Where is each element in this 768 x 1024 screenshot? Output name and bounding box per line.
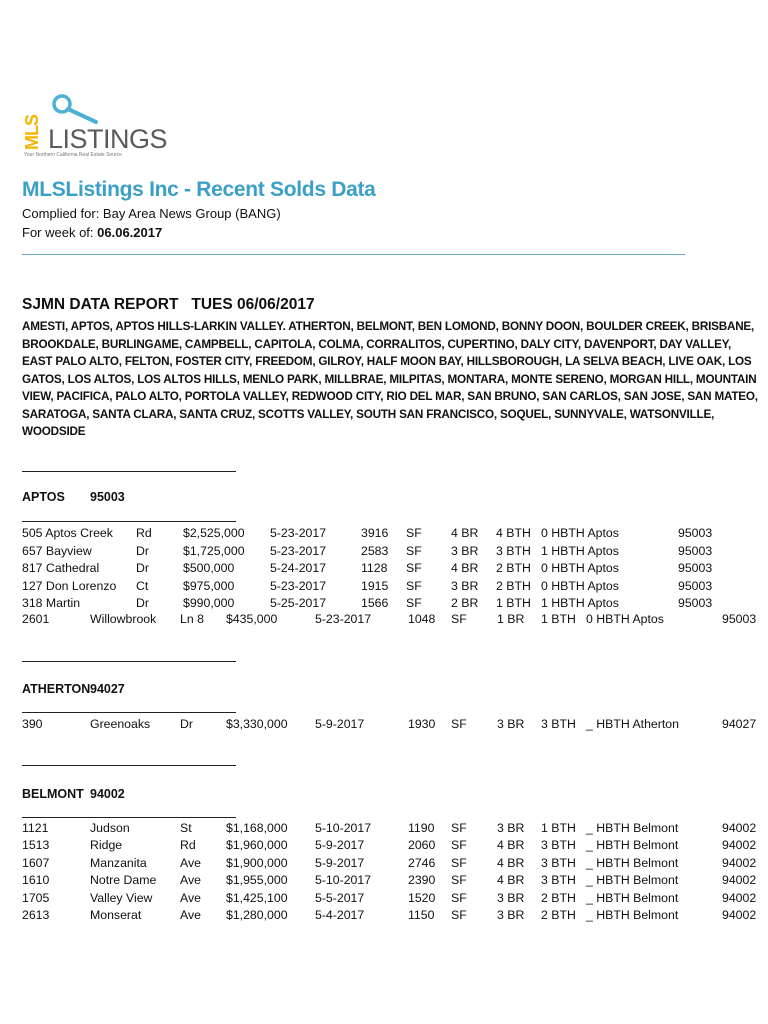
cell-sqft: 2060 bbox=[408, 838, 436, 853]
cell-sqft: 1048 bbox=[408, 612, 436, 626]
cell-street-number: 1513 bbox=[22, 838, 50, 853]
cell-half-baths-city: 0 HBTH Aptos bbox=[586, 612, 664, 626]
cell-half-baths-city: _ HBTH Belmont bbox=[586, 873, 679, 888]
cell-bedrooms: 3 BR bbox=[497, 821, 525, 835]
cell-bedrooms: 4 BR bbox=[451, 526, 479, 540]
cell-street-number: 1607 bbox=[22, 855, 50, 870]
cell-zip-code: 94027 bbox=[722, 717, 757, 731]
cell-bathrooms: 3 BTH bbox=[541, 873, 576, 888]
cell-price: $1,168,000 bbox=[226, 821, 288, 835]
section-divider bbox=[22, 521, 236, 522]
cell-property-type: SF bbox=[406, 578, 422, 593]
cell-street-name: Willowbrook bbox=[90, 612, 157, 626]
cell-street-number: 1705 bbox=[22, 890, 50, 905]
cell-street-type: Ave bbox=[180, 855, 201, 870]
cell-property-type: SF bbox=[451, 855, 467, 870]
cell-street-name: Ridge bbox=[90, 838, 123, 853]
section-divider bbox=[22, 661, 236, 662]
cell-zip-code: 95003 bbox=[678, 543, 713, 558]
cell-zip-code: 95003 bbox=[678, 561, 713, 576]
cell-bathrooms: 2 BTH bbox=[496, 578, 531, 593]
cell-bathrooms: 3 BTH bbox=[541, 717, 576, 731]
cell-street-number: 1610 bbox=[22, 873, 50, 888]
cell-sqft: 1520 bbox=[408, 890, 436, 905]
cell-bedrooms: 3 BR bbox=[497, 890, 525, 905]
cell-property-type: SF bbox=[451, 838, 467, 853]
cell-street-type: Dr bbox=[136, 561, 149, 576]
cell-zip-code: 94002 bbox=[722, 890, 757, 905]
cell-street-name: Manzanita bbox=[90, 855, 147, 870]
section-heading-atherton bbox=[22, 682, 125, 696]
cell-zip-code: 94002 bbox=[722, 873, 757, 888]
cell-half-baths-city: _ HBTH Belmont bbox=[586, 855, 679, 870]
cell-bedrooms: 3 BR bbox=[451, 543, 479, 558]
cell-half-baths-city: _ HBTH Belmont bbox=[586, 821, 679, 835]
cell-street-number: 1121 bbox=[22, 821, 49, 835]
cell-bedrooms: 4 BR bbox=[451, 561, 479, 576]
cell-street-number: 2601 bbox=[22, 612, 50, 626]
cell-price: $1,425,100 bbox=[226, 890, 288, 905]
cell-zip-code: 95003 bbox=[678, 578, 713, 593]
cell-sale-date: 5-9-2017 bbox=[315, 838, 365, 853]
cell-half-baths-city: 1 HBTH Aptos bbox=[541, 543, 619, 558]
cell-zip-code: 94002 bbox=[722, 838, 757, 853]
section-city: ATHERTON bbox=[22, 682, 91, 696]
cell-street-type: Dr bbox=[136, 596, 149, 611]
section-divider bbox=[22, 765, 236, 766]
cell-bedrooms: 3 BR bbox=[497, 908, 525, 922]
cell-street-type: Ln 8 bbox=[180, 612, 204, 626]
cell-bedrooms: 3 BR bbox=[451, 578, 479, 593]
week-label: For week of: bbox=[22, 225, 98, 240]
cell-property-type: SF bbox=[406, 526, 422, 540]
cell-price: $1,725,000 bbox=[183, 543, 245, 558]
cell-sqft: 1566 bbox=[361, 596, 389, 611]
cell-sale-date: 5-23-2017 bbox=[270, 543, 327, 558]
cell-bedrooms: 1 BR bbox=[497, 612, 525, 626]
table-row bbox=[0, 856, 768, 873]
cell-sqft: 1150 bbox=[408, 908, 435, 922]
cell-price: $1,960,000 bbox=[226, 838, 288, 853]
page-title: MLSListings Inc - Recent Solds Data bbox=[22, 178, 376, 201]
cell-sqft: 1190 bbox=[408, 821, 435, 835]
cell-price: $1,900,000 bbox=[226, 855, 288, 870]
cell-bathrooms: 2 BTH bbox=[541, 908, 576, 922]
cell-half-baths-city: 0 HBTH Aptos bbox=[541, 578, 619, 593]
cell-street-type: Ct bbox=[136, 578, 149, 593]
cell-zip-code: 94002 bbox=[722, 821, 757, 835]
section-zip: 94002 bbox=[90, 787, 125, 801]
magnifier-icon bbox=[50, 92, 106, 126]
cell-sqft: 2390 bbox=[408, 873, 436, 888]
cell-sale-date: 5-10-2017 bbox=[315, 821, 372, 835]
cell-street-type: Dr bbox=[136, 543, 149, 558]
cell-price: $500,000 bbox=[183, 561, 235, 576]
table-row bbox=[0, 821, 768, 838]
week-value: 06.06.2017 bbox=[97, 225, 163, 240]
cell-half-baths-city: _ HBTH Belmont bbox=[586, 838, 679, 853]
mlslistings-logo bbox=[22, 92, 168, 162]
section-divider bbox=[22, 817, 236, 818]
cell-street-name: Monserat bbox=[90, 908, 142, 922]
cell-bedrooms: 3 BR bbox=[497, 717, 525, 731]
cell-bathrooms: 1 BTH bbox=[496, 596, 531, 611]
section-heading-belmont bbox=[22, 787, 125, 801]
cell-bathrooms: 4 BTH bbox=[496, 526, 531, 540]
cell-sale-date: 5-25-2017 bbox=[270, 596, 327, 611]
cell-property-type: SF bbox=[451, 612, 467, 626]
week-line bbox=[22, 225, 162, 240]
section-heading-aptos bbox=[22, 490, 125, 504]
cell-price: $1,955,000 bbox=[226, 873, 288, 888]
logo-wordmark: LISTINGS bbox=[48, 124, 168, 154]
section-zip: 94027 bbox=[90, 682, 125, 696]
cell-street-type: Rd bbox=[136, 526, 152, 540]
cell-sqft: 2746 bbox=[408, 855, 436, 870]
cell-bathrooms: 2 BTH bbox=[496, 561, 531, 576]
cell-price: $2,525,000 bbox=[183, 526, 245, 540]
cell-bathrooms: 3 BTH bbox=[541, 838, 576, 853]
cell-zip-code: 95003 bbox=[722, 612, 757, 626]
cell-address: 657 Bayview bbox=[22, 543, 92, 558]
cell-sale-date: 5-9-2017 bbox=[315, 717, 365, 731]
cell-price: $1,280,000 bbox=[226, 908, 288, 922]
cell-property-type: SF bbox=[406, 596, 422, 611]
cell-sqft: 1930 bbox=[408, 717, 436, 731]
cell-bedrooms: 4 BR bbox=[497, 873, 525, 888]
table-row bbox=[0, 526, 768, 543]
cell-zip-code: 95003 bbox=[678, 526, 713, 540]
cell-sale-date: 5-23-2017 bbox=[315, 612, 372, 626]
cell-sale-date: 5-10-2017 bbox=[315, 873, 372, 888]
cell-half-baths-city: 0 HBTH Aptos bbox=[541, 561, 619, 576]
cell-sale-date: 5-23-2017 bbox=[270, 578, 327, 593]
cell-bathrooms: 3 BTH bbox=[541, 855, 576, 870]
coverage-area-list: AMESTI, APTOS, APTOS HILLS-LARKIN VALLEY. ATHERTON, BELMONT, BEN LOMOND, BONNY DOON, BOULDER CREEK, BRISBANE, BROOKDALE, BURLINGAME, CAMPBELL, CAPITOLA, COLMA, CORRALITOS, CUPERTINO, DALY CITY, DAVENPORT, DAY VALLEY, EAST PALO ALTO, FELTON, FOSTER CITY, FREEDOM, GILROY, HALF MOON BAY, HILLSBOROUGH, LA SELVA BEACH, LIVE OAK, LOS GATOS, LOS ALTOS, LOS ALTOS HILLS, MENLO PARK, MILLBRAE, MILPITAS, MONTARA, MONTE SERENO, MORGAN HILL, MOUNTAIN VIEW, PACIFICA, PALO ALTO, PORTOLA VALLEY, REDWOOD CITY, RIO DEL MAR, SAN BRUNO, SAN CARLOS, SAN JOSE, SAN MATEO, SARATOGA, SANTA CLARA, SANTA CRUZ, SCOTTS VALLEY, SOUTH SAN FRANCISCO, SOQUEL, SUNNYVALE, WATSONVILLE, WOODSIDE bbox=[22, 320, 758, 438]
cell-address: 817 Cathedral bbox=[22, 561, 100, 576]
cell-street-name: Valley View bbox=[90, 890, 153, 905]
cell-bathrooms: 1 BTH bbox=[541, 612, 576, 626]
cell-bathrooms: 3 BTH bbox=[496, 543, 531, 558]
cell-half-baths-city: _ HBTH Belmont bbox=[586, 890, 679, 905]
cell-address: 127 Don Lorenzo bbox=[22, 578, 117, 593]
table-row bbox=[0, 579, 768, 596]
cell-street-number: 390 bbox=[22, 717, 43, 731]
table-row bbox=[0, 544, 768, 561]
cell-address: 505 Aptos Creek bbox=[22, 526, 113, 540]
cell-bathrooms: 1 BTH bbox=[541, 821, 576, 835]
cell-sqft: 3916 bbox=[361, 526, 389, 540]
cell-street-type: Ave bbox=[180, 890, 201, 905]
cell-street-type: Dr bbox=[180, 717, 193, 731]
cell-property-type: SF bbox=[451, 821, 467, 835]
table-row bbox=[0, 612, 768, 629]
cell-property-type: SF bbox=[451, 908, 467, 922]
cell-sale-date: 5-5-2017 bbox=[315, 890, 365, 905]
table-row bbox=[0, 596, 768, 613]
cell-bedrooms: 4 BR bbox=[497, 838, 525, 853]
cell-half-baths-city: 1 HBTH Aptos bbox=[541, 596, 619, 611]
cell-street-type: Ave bbox=[180, 873, 201, 888]
section-divider bbox=[22, 712, 236, 713]
cell-sale-date: 5-24-2017 bbox=[270, 561, 327, 576]
cell-address: 318 Martin bbox=[22, 596, 81, 611]
compiled-for-line: Complied for: Bay Area News Group (BANG) bbox=[22, 206, 281, 221]
cell-sqft: 1915 bbox=[361, 578, 389, 593]
table-row bbox=[0, 891, 768, 908]
cell-price: $975,000 bbox=[183, 578, 235, 593]
cell-price: $435,000 bbox=[226, 612, 278, 626]
header-divider bbox=[22, 254, 685, 255]
cell-zip-code: 94002 bbox=[722, 855, 757, 870]
table-row bbox=[0, 838, 768, 855]
cell-half-baths-city: 0 HBTH Aptos bbox=[541, 526, 619, 540]
cell-street-type: Rd bbox=[180, 838, 196, 853]
cell-sale-date: 5-23-2017 bbox=[270, 526, 327, 540]
cell-street-type: Ave bbox=[180, 908, 201, 922]
cell-sqft: 2583 bbox=[361, 543, 389, 558]
cell-property-type: SF bbox=[406, 561, 422, 576]
cell-zip-code: 94002 bbox=[722, 908, 757, 922]
table-row bbox=[0, 908, 768, 925]
cell-street-name: Greenoaks bbox=[90, 717, 151, 731]
cell-sale-date: 5-9-2017 bbox=[315, 855, 365, 870]
cell-sqft: 1128 bbox=[361, 561, 388, 576]
table-row bbox=[0, 561, 768, 578]
cell-half-baths-city: _ HBTH Belmont bbox=[586, 908, 679, 922]
cell-price: $3,330,000 bbox=[226, 717, 288, 731]
cell-property-type: SF bbox=[451, 890, 467, 905]
cell-street-name: Notre Dame bbox=[90, 873, 157, 888]
cell-property-type: SF bbox=[451, 717, 467, 731]
table-row bbox=[0, 873, 768, 890]
cell-sale-date: 5-4-2017 bbox=[315, 908, 365, 922]
cell-price: $990,000 bbox=[183, 596, 235, 611]
report-heading: SJMN DATA REPORT TUES 06/06/2017 bbox=[22, 296, 315, 313]
cell-bedrooms: 2 BR bbox=[451, 596, 479, 611]
cell-zip-code: 95003 bbox=[678, 596, 713, 611]
cell-bedrooms: 4 BR bbox=[497, 855, 525, 870]
cell-street-number: 2613 bbox=[22, 908, 50, 922]
cell-street-type: St bbox=[180, 821, 192, 835]
logo-mls-text: MLS bbox=[22, 115, 42, 150]
cell-street-name: Judson bbox=[90, 821, 130, 835]
table-row bbox=[0, 717, 768, 734]
cell-bathrooms: 2 BTH bbox=[541, 890, 576, 905]
logo-tagline: Your Northern California Real Estate Source bbox=[24, 152, 122, 158]
section-zip: 95003 bbox=[90, 490, 125, 504]
section-divider bbox=[22, 471, 236, 472]
cell-half-baths-city: _ HBTH Atherton bbox=[586, 717, 679, 731]
section-city: APTOS bbox=[22, 490, 65, 504]
cell-property-type: SF bbox=[451, 873, 467, 888]
section-city: BELMONT bbox=[22, 787, 84, 801]
cell-property-type: SF bbox=[406, 543, 422, 558]
